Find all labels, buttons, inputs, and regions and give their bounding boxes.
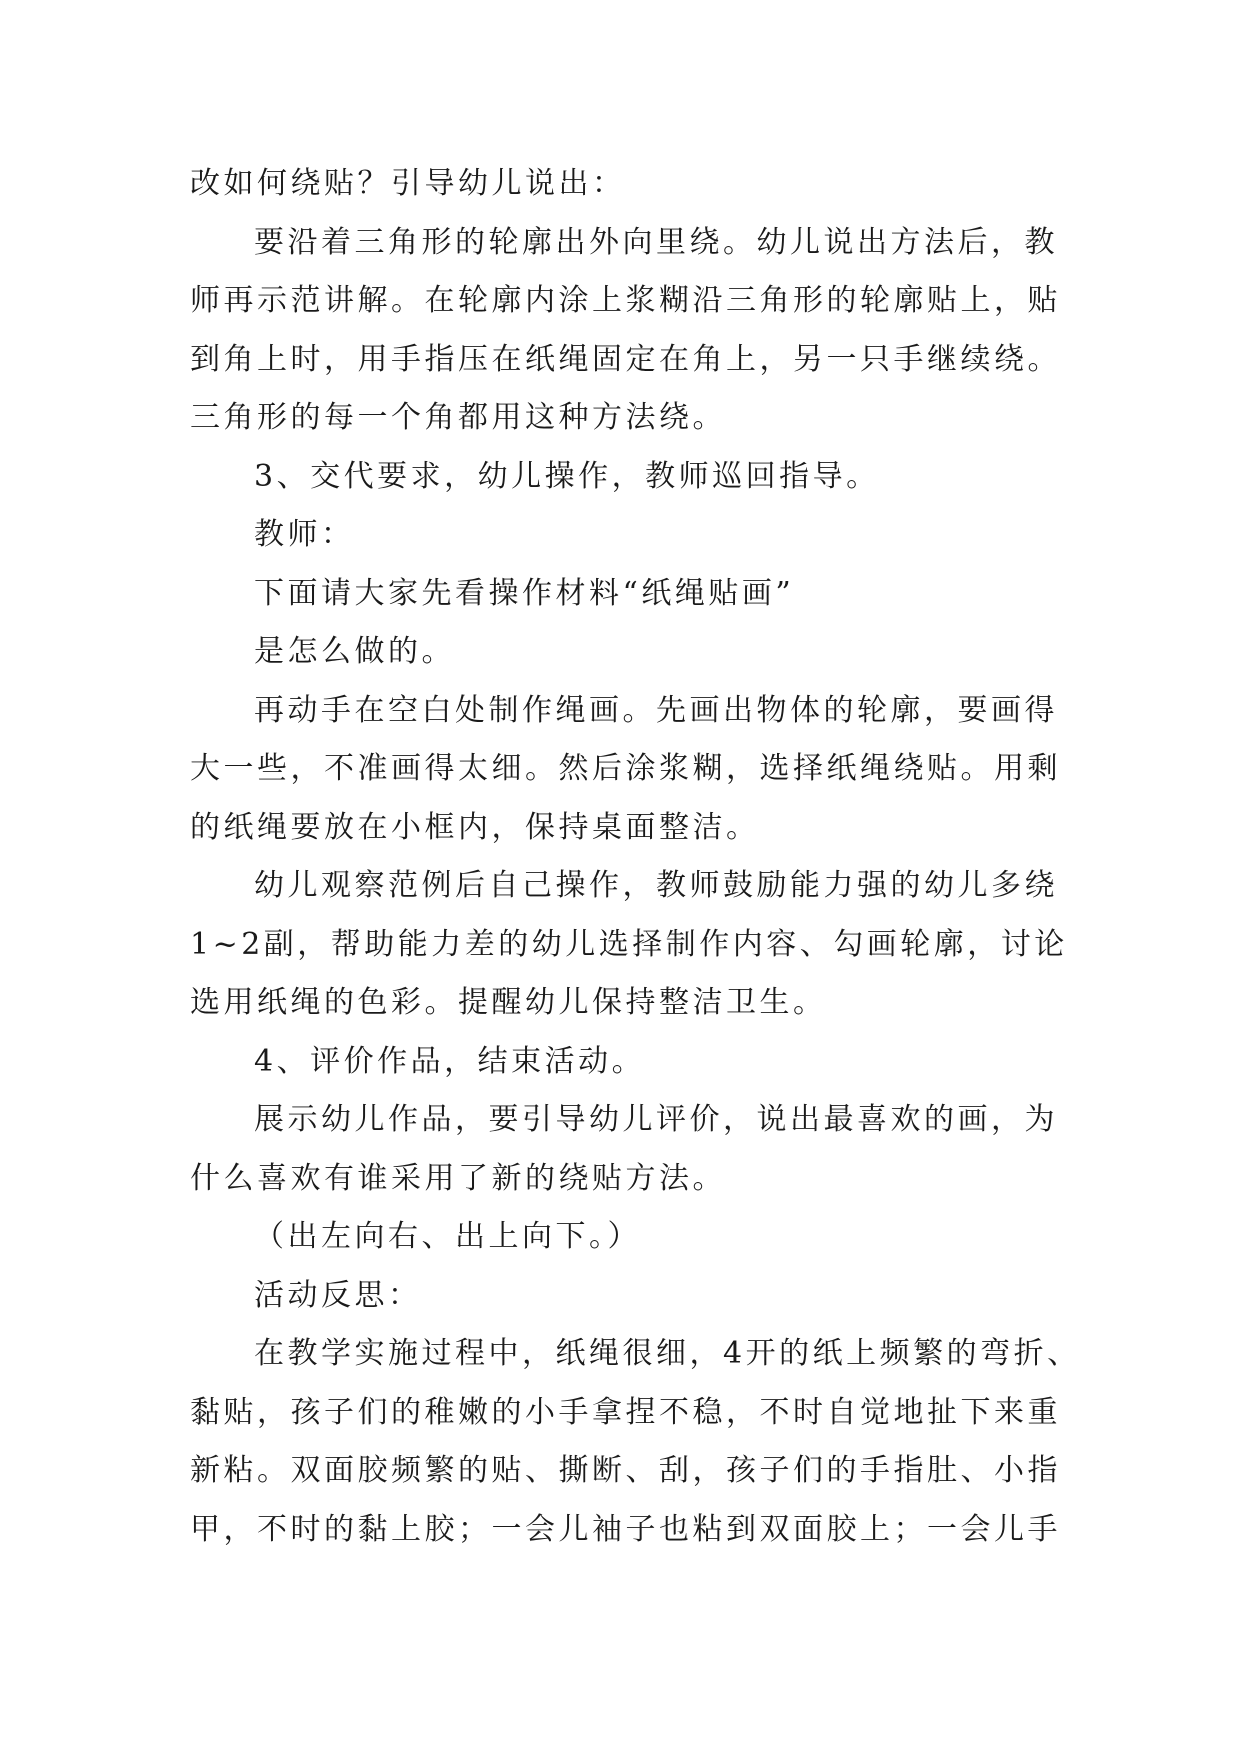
document-body <box>190 155 1081 1559</box>
text-line: 活动反思： <box>254 1277 422 1313</box>
text-line: 教师： <box>254 517 355 552</box>
text-line: 大一些，不准画得太细。然后涂浆糊，选择纸绳绕贴。用剩 <box>190 751 1061 786</box>
text-line: 再动手在空白处制作绳画。先画出物体的轮廓，要画得 <box>254 692 1058 728</box>
text-line: （出左向右、出上向下。） <box>254 1219 641 1254</box>
text-line: 到角上时，用手指压在纸绳固定在角上，另一只手继续绕。 <box>190 341 1061 377</box>
text-line: 下面请大家先看操作材料“纸绳贴画” <box>254 575 795 611</box>
text-line: 新粘。双面胶频繁的贴、撕断、刮，孩子们的手指肚、小指 <box>190 1453 1061 1488</box>
text-line: 三角形的每一个角都用这种方法绕。 <box>190 400 726 435</box>
text-line: 什么喜欢有谁采用了新的绕贴方法。 <box>190 1160 726 1196</box>
text-line: 黏贴，孩子们的稚嫩的小手拿捏不稳，不时自觉地扯下来重 <box>190 1394 1061 1430</box>
text-line: 选用纸绳的色彩。提醒幼儿保持整洁卫生。 <box>190 985 827 1020</box>
text-line: 是怎么做的。 <box>254 634 455 669</box>
text-line: 展示幼儿作品，要引导幼儿评价，说出最喜欢的画，为 <box>254 1102 1058 1137</box>
text-line: 的纸绳要放在小框内，保持桌面整洁。 <box>190 809 760 845</box>
text-line: 3、交代要求，幼儿操作，教师巡回指导。 <box>254 458 880 494</box>
text-line: 4、评价作品，结束活动。 <box>254 1043 646 1079</box>
text-line: 改如何绕贴？引导幼儿说出： <box>190 166 626 201</box>
text-line: 幼儿观察范例后自己操作，教师鼓励能力强的幼儿多绕 <box>254 868 1058 903</box>
text-line: 要沿着三角形的轮廓出外向里绕。幼儿说出方法后，教 <box>254 224 1058 260</box>
text-line: 1~2副，帮助能力差的幼儿选择制作内容、勾画轮廓，讨论 <box>190 926 1068 962</box>
text-line: 师再示范讲解。在轮廓内涂上浆糊沿三角形的轮廓贴上，贴 <box>190 283 1061 318</box>
text-line: 在教学实施过程中，纸绳很细，4开的纸上频繁的弯折、 <box>254 1336 1081 1371</box>
text-line: 甲，不时的黏上胶；一会儿袖子也粘到双面胶上；一会儿手 <box>190 1511 1061 1547</box>
